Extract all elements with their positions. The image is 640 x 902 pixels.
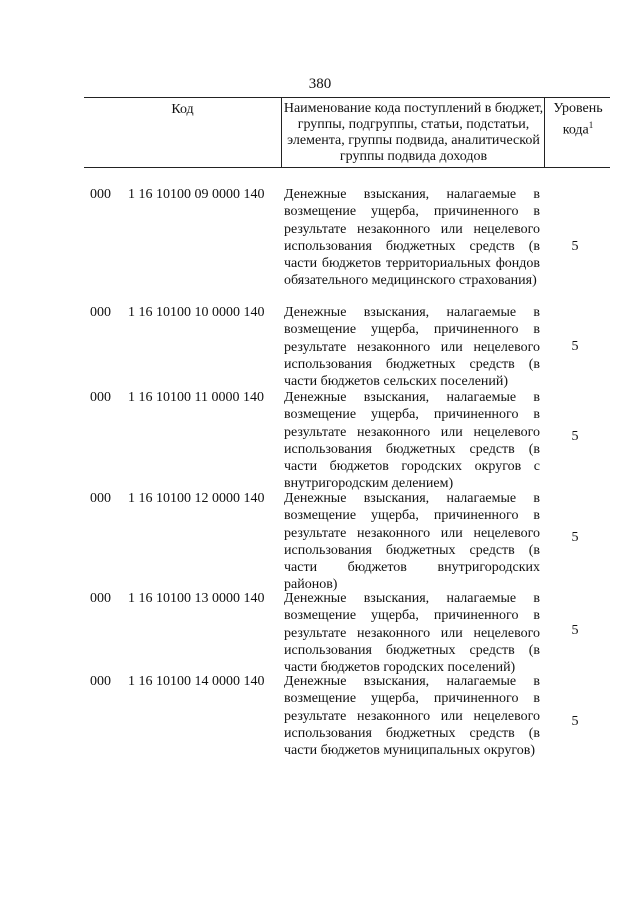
header-level-label: Уровень кода <box>553 101 603 138</box>
header-name-label: Наименование кода поступлений в бюджет, группы, подгруппы, статьи, подстатьи, элемента, группы подвида, аналитической группы подвида доходов <box>283 101 544 164</box>
row-name: Денежные взыскания, налагаемые в возмещение ущерба, причиненного в результате незаконного или нецелевого использования бюджетных средств (в части бюджетов городских округов с внутригородским делением) <box>284 390 540 492</box>
row-code-prefix: 000 <box>90 187 111 202</box>
row-code-prefix: 000 <box>90 390 111 405</box>
row-code: 1 16 10100 10 0000 140 <box>128 305 265 320</box>
row-code: 1 16 10100 11 0000 140 <box>128 390 264 405</box>
row-name: Денежные взыскания, налагаемые в возмещение ущерба, причиненного в результате незаконного или нецелевого использования бюджетных средств (в части бюджетов городских поселений) <box>284 591 540 676</box>
header-level-footnote: 1 <box>588 120 594 130</box>
row-level: 5 <box>571 714 579 729</box>
row-code-prefix: 000 <box>90 305 111 320</box>
page-number: 380 <box>308 76 332 92</box>
header-code-label: Код <box>171 102 194 117</box>
row-level: 5 <box>571 429 579 444</box>
row-name: Денежные взыскания, налагаемые в возмещение ущерба, причиненного в результате незаконного или нецелевого использования бюджетных средств (в части бюджетов сельских поселений) <box>284 305 540 390</box>
row-level: 5 <box>571 339 579 354</box>
row-level: 5 <box>571 530 579 545</box>
row-code-prefix: 000 <box>90 591 111 606</box>
row-code: 1 16 10100 14 0000 140 <box>128 674 265 689</box>
row-code: 1 16 10100 12 0000 140 <box>128 491 265 506</box>
row-code-prefix: 000 <box>90 491 111 506</box>
row-name: Денежные взыскания, налагаемые в возмещение ущерба, причиненного в результате незаконного или нецелевого использования бюджетных средств (в части бюджетов территориальных фондов обязательного медицинского страхования) <box>284 187 540 289</box>
row-code: 1 16 10100 09 0000 140 <box>128 187 265 202</box>
row-code-prefix: 000 <box>90 674 111 689</box>
row-name: Денежные взыскания, налагаемые в возмещение ущерба, причиненного в результате незаконного или нецелевого использования бюджетных средств (в части бюджетов внутригородских районов) <box>284 491 540 593</box>
row-level: 5 <box>571 623 579 638</box>
row-name: Денежные взыскания, налагаемые в возмещение ущерба, причиненного в результате незаконного или нецелевого использования бюджетных средств (в части бюджетов муниципальных округов) <box>284 674 540 759</box>
row-level: 5 <box>571 239 579 254</box>
row-code: 1 16 10100 13 0000 140 <box>128 591 265 606</box>
